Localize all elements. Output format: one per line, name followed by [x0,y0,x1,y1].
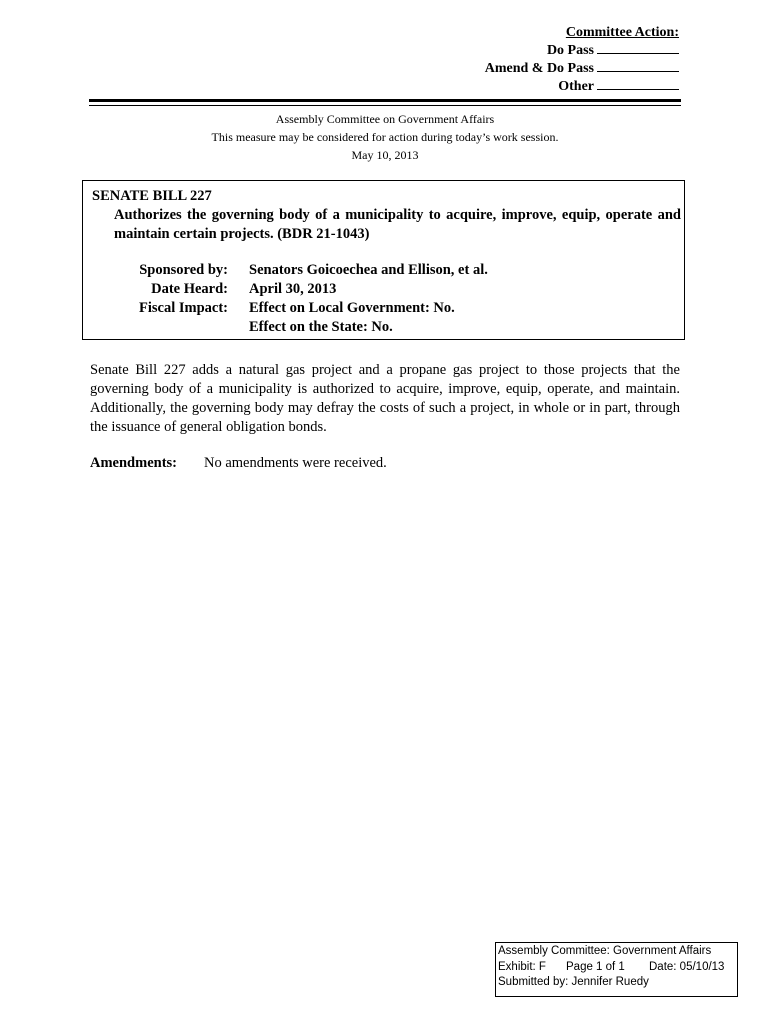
sponsored-value: Senators Goicoechea and Ellison, et al. [249,262,488,278]
amend-do-pass-blank [597,59,679,72]
meeting-date: May 10, 2013 [351,148,419,162]
date-heard-value: April 30, 2013 [249,281,337,297]
fiscal-impact-label: Fiscal Impact: [139,300,228,316]
amend-do-pass-label: Amend & Do Pass [484,61,594,76]
amend-do-pass-line [485,59,679,77]
amendments-line [90,454,387,473]
exhibit-committee: Assembly Committee: Government Affairs [498,945,712,957]
bill-info [83,261,683,337]
amendments-label: Amendments: [90,455,177,471]
sponsored-row [83,261,683,280]
sponsored-label: Sponsored by: [139,262,228,278]
fiscal-impact-row [83,299,683,318]
date-heard-label: Date Heard: [151,281,228,297]
header-rule-thin [89,105,681,106]
other-blank [597,77,679,90]
committee-name: Assembly Committee on Government Affairs [275,112,495,126]
bill-summary-paragraph: Senate Bill 227 adds a natural gas project and a propane gas project to those projects that the governing body of a municipality is authorized to acquire, improve, equip, operate, and maintain. Additionally, the governing body may defray the costs of such a project, in whole or in part, through the issuance of general obligation bonds. [90,362,680,435]
other-label: Other [558,79,594,94]
header-rule-thick [89,99,681,102]
amendments-text: No amendments were received. [204,455,387,471]
fiscal-local-value: Effect on Local Government: No. [249,300,455,316]
bill-title: SENATE BILL 227 [92,188,212,204]
do-pass-label: Do Pass [546,43,594,58]
exhibit-stamp [495,942,738,997]
exhibit-page: Page 1 of 1 [566,960,625,973]
bill-summary-box [82,180,685,340]
committee-action-block [485,24,679,95]
exhibit-date: Date: 05/10/13 [649,960,725,973]
exhibit-id: Exhibit: F [498,960,546,973]
bill-description: Authorizes the governing body of a municipality to acquire, improve, equip, operate and maintain certain projects. (BDR 21-1043) [114,207,681,242]
committee-action-title: Committee Action: [565,25,679,40]
do-pass-line [485,41,679,59]
header-block [89,110,681,164]
other-line [485,77,679,95]
work-session-note: This measure may be considered for action during today’s work session. [211,130,559,144]
date-heard-row [83,280,683,299]
exhibit-submitted-by: Submitted by: Jennifer Ruedy [498,976,649,988]
exhibit-details-row [498,960,737,976]
do-pass-blank [597,41,679,54]
fiscal-state-value: Effect on the State: No. [249,319,393,335]
fiscal-state-row [83,318,683,337]
